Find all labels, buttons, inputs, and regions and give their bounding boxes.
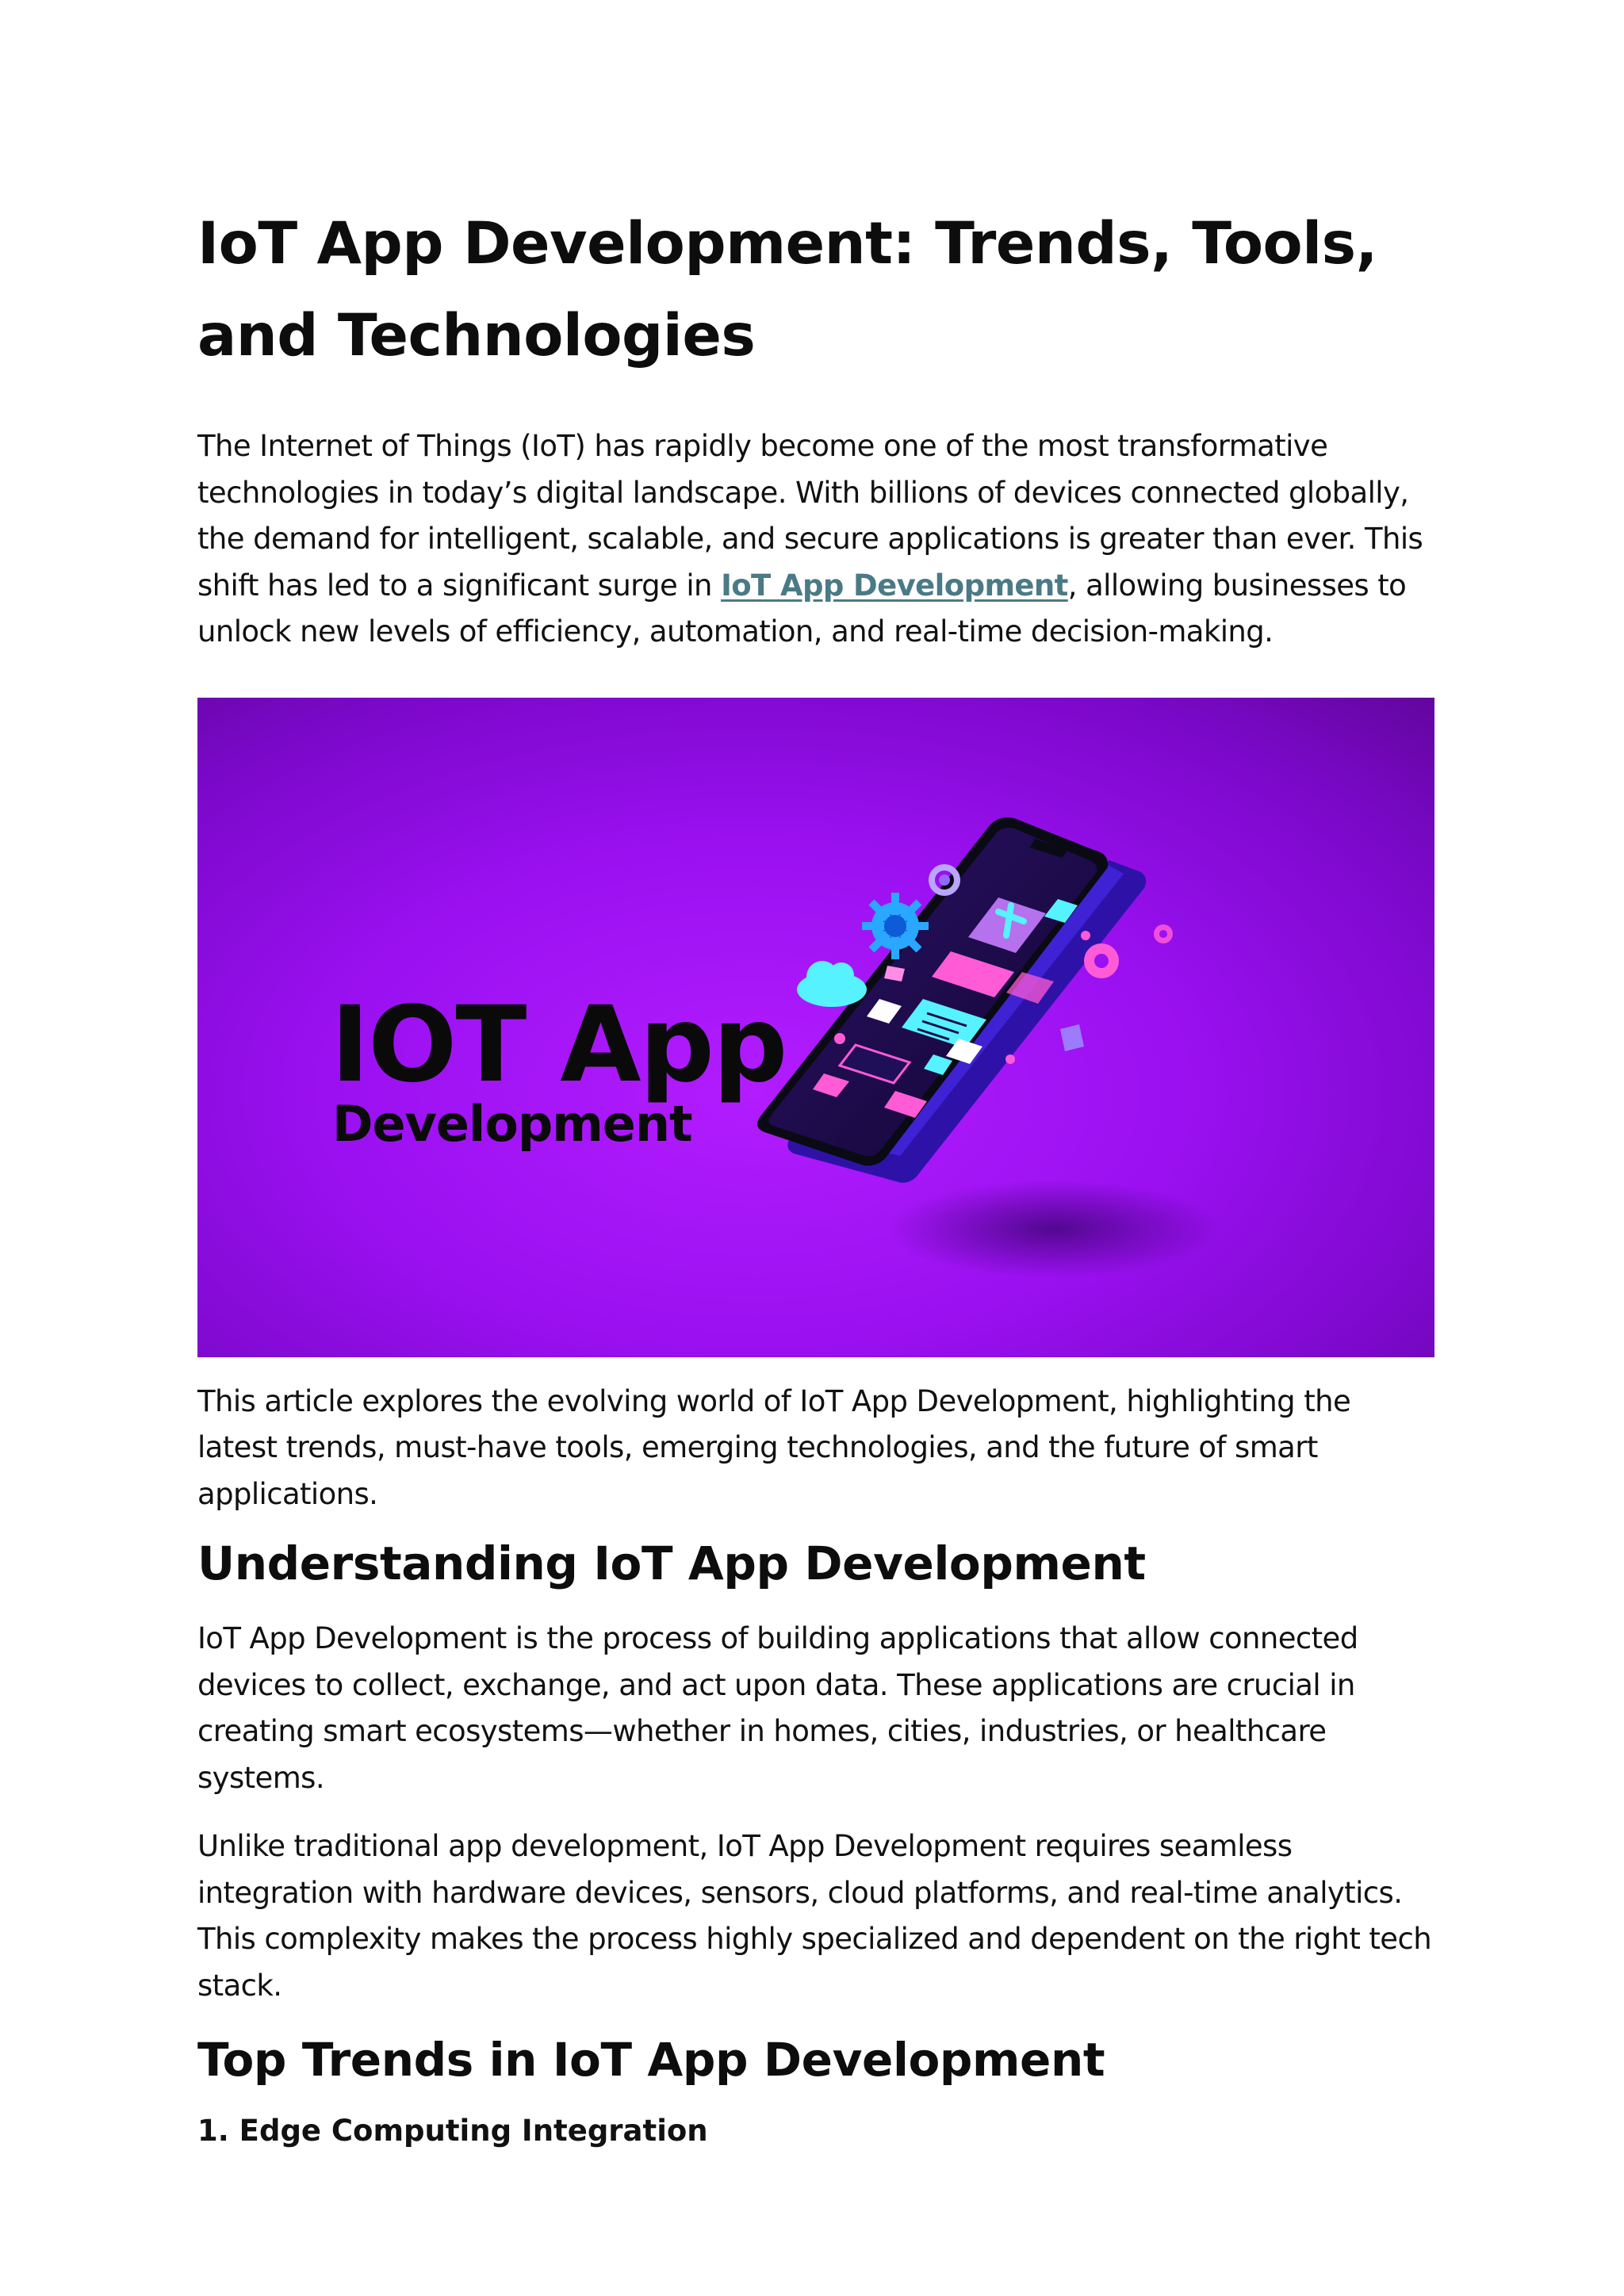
phone-illustration bbox=[197, 698, 1434, 1357]
gear-icon bbox=[862, 893, 929, 959]
hero-headline: IOT App bbox=[331, 983, 787, 1106]
intro-text-after: , allowing businesses to unlock new levels of efficiency, automation, and real-time decision-making. bbox=[197, 568, 1407, 649]
floating-dot bbox=[834, 1033, 845, 1044]
article-title: IoT App Development: Trends, Tools, and Technologies bbox=[197, 210, 1377, 369]
trend-subheading-edge-computing: 1. Edge Computing Integration bbox=[197, 2114, 708, 2148]
iot-app-development-link[interactable]: IoT App Development bbox=[721, 568, 1068, 603]
intro-paragraph bbox=[197, 423, 1434, 656]
pink-gear-icon bbox=[1084, 943, 1119, 978]
article bbox=[197, 198, 1434, 2151]
hero-image bbox=[197, 698, 1434, 1357]
section-heading-trends: Top Trends in IoT App Development bbox=[197, 2033, 1105, 2087]
phone-shadow bbox=[887, 1180, 1220, 1278]
section-heading-understanding: Understanding IoT App Development bbox=[197, 1536, 1146, 1590]
understanding-paragraph-2: Unlike traditional app development, IoT App Development requires seamless integration with hardware devices, sensors, cloud platforms, and real-time analytics. This complexity makes the process highly specialized and dependent on the right tech stack. bbox=[197, 1829, 1432, 2003]
understanding-paragraph-1: IoT App Development is the process of building applications that allow connected devices to collect, exchange, and act upon data. These applications are crucial in creating smart ecosystems—whether in homes, cities, industries, or healthcare systems. bbox=[197, 1621, 1358, 1795]
intro-text-before: The Internet of Things (IoT) has rapidly become one of the most transformative technologies in today’s digital landscape. With billions of devices connected globally, the demand for intelligent, scalable, and secure applications is greater than ever. This shift has led to a significant surge in bbox=[197, 429, 1423, 603]
hero-subheadline: Development bbox=[332, 1094, 692, 1153]
cloud-icon bbox=[797, 961, 867, 1007]
after-image-paragraph: This article explores the evolving world of IoT App Development, highlighting the latest trends, must-have tools, emerging technologies, and the future of smart applications. bbox=[197, 1383, 1351, 1511]
floating-cube bbox=[1060, 1024, 1084, 1051]
tiny-gear-icon bbox=[1154, 924, 1173, 943]
